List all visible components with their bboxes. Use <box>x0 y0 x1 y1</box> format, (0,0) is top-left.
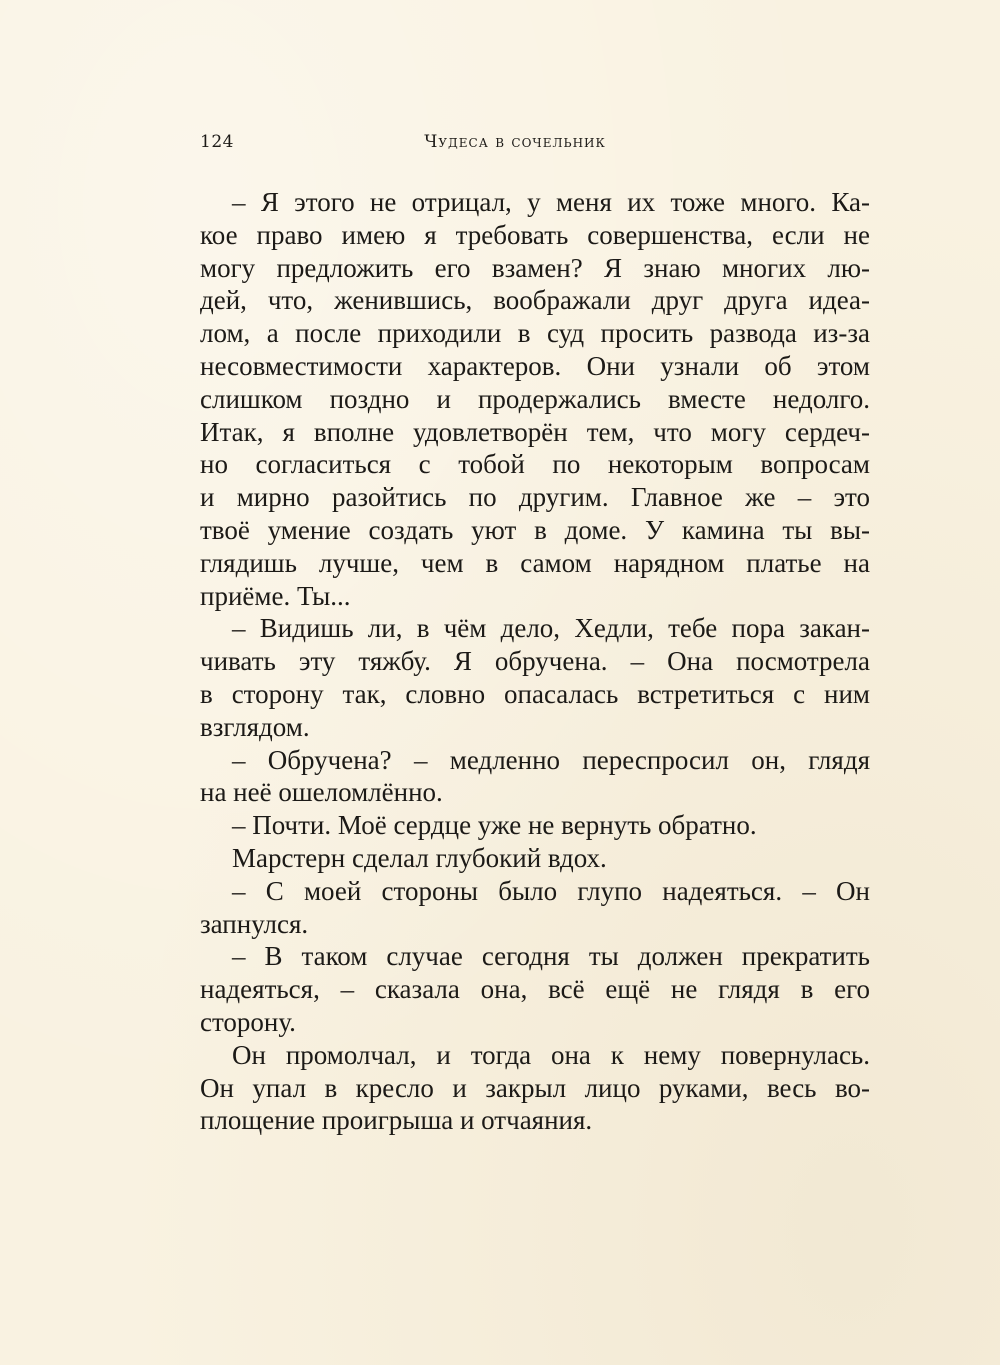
text-line: – Я этого не отрицал, у меня их тоже много. Ка- <box>232 187 870 217</box>
text-line: – С моей стороны было глупо надеяться. – Он <box>232 875 870 906</box>
text-line: слишком поздно и продержались вместе недолго. <box>200 383 870 414</box>
text-line: чивать эту тяжбу. Я обручена. – Она посмотрела <box>200 646 870 677</box>
text-line: – В таком случае сегодня ты должен прекратить <box>232 941 870 972</box>
text-line: но согласиться с тобой по некоторым вопросам <box>200 449 870 480</box>
page-number: 124 <box>200 132 234 152</box>
text-line: – Почти. Моё сердце уже не вернуть обратно. <box>232 810 757 841</box>
text-line: твоё умение создать уют в доме. У камина ты вы- <box>200 514 870 545</box>
text-line: и мирно разойтись по другим. Главное же – это <box>200 482 870 513</box>
text-line: лом, а после приходили в суд просить развода из-за <box>200 318 870 349</box>
text-line: Итак, я вполне удовлетворён тем, что могу сердеч- <box>200 416 870 447</box>
text-line: запнулся. <box>200 908 309 939</box>
running-title: Чудеса в сочельник <box>424 132 606 152</box>
text-line: могу предложить его взамен? Я знаю многих лю- <box>200 252 870 283</box>
text-line: несовместимости характеров. Они узнали об этом <box>200 350 870 381</box>
text-line: на неё ошеломлённо. <box>200 777 443 808</box>
text-line: надеяться, – сказала она, всё ещё не глядя в его <box>200 974 870 1005</box>
text-line: дей, что, женившись, воображали друг друга идеа- <box>200 285 870 316</box>
text-line: сторону. <box>200 1006 296 1037</box>
text-line: Он упал в кресло и закрыл лицо руками, весь во- <box>200 1072 870 1103</box>
text-line: приёме. Ты... <box>200 580 351 611</box>
running-header <box>200 132 868 156</box>
text-line: площение проигрыша и отчаяния. <box>200 1105 593 1136</box>
body-text <box>200 186 870 1137</box>
text-line: взглядом. <box>200 711 310 742</box>
text-line: Он промолчал, и тогда она к нему повернулась. <box>232 1039 870 1070</box>
text-line: – Обручена? – медленно переспросил он, глядя <box>232 744 870 775</box>
text-line: Марстерн сделал глубокий вдох. <box>232 842 607 873</box>
text-line: – Видишь ли, в чём дело, Хедли, тебе пора закан- <box>232 613 870 644</box>
text-line: кое право имею я требовать совершенства, если не <box>200 219 870 250</box>
text-line: глядишь лучше, чем в самом нарядном платье на <box>200 547 870 578</box>
text-line: в сторону так, словно опасалась встретиться с ним <box>200 678 870 709</box>
